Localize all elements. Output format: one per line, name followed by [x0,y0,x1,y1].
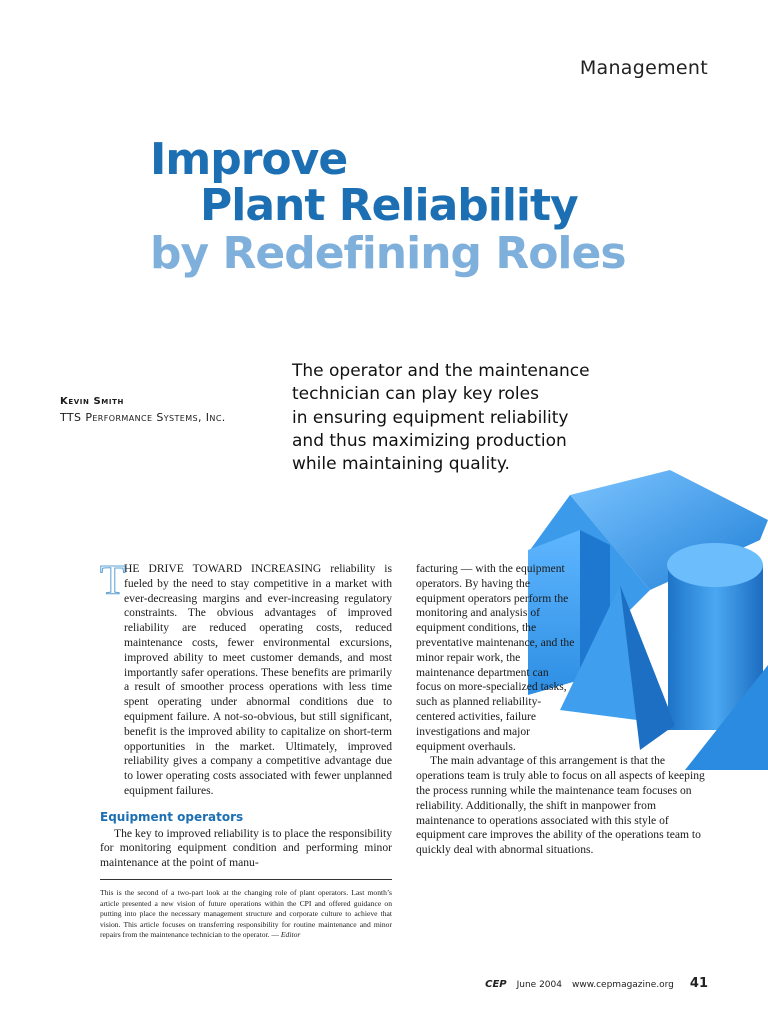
body-column-1 [100,558,392,871]
page-footer [485,976,708,991]
page-number: 41 [689,976,708,991]
article-title [150,134,626,279]
deck-line: technician can play key roles [292,384,539,405]
lead-paragraph [100,558,392,799]
title-line-2: Plant Reliability [200,180,578,231]
section-label: Management [579,57,708,79]
body-column-2 [416,562,708,858]
magazine-url: www.cepmagazine.org [571,980,674,990]
lead-paragraph-text: reliability is fueled by the need to stay competitive in a market with ever-decreasing margins and ever-increasing regulatory constraints. The obvious advantages of improved reliability are reduced operating costs, reduced maintenance costs, fewer environmental excursions, improved ability to meet customer demands, and most importantly safer operations. These benefits are primarily a result of smoother process operations with less time spent operating under abnormal conditions due to equipment failure. A not-so-obvious, but still significant, benefit is the improved ability to capitalize on short-term opportunities in the market. Ultimately, improved reliability gives a company a competitive advantage due to lower operating costs associated with fewer unplanned equipment failures. [124,562,392,797]
magazine-logo: CEP [485,979,507,990]
body-paragraph: facturing — with the equipment operators. By having the equipment operators perform the monitoring and analysis of equipment conditions, the preventative maintenance, and the minor repair work, the maintenance department can focus on more-specialized tasks, such as planned reliability-centered activities, failure investigations and major equipment overhauls. [416,562,575,753]
author-org: TTS Performance Systems, Inc. [60,411,226,424]
subhead-equipment-operators: Equipment operators [100,809,244,824]
title-line-1: Improve [150,134,348,185]
lead-in: HE DRIVE TOWARD INCREASING [124,562,322,575]
editor-signature: Editor [280,930,301,940]
author-block [60,396,226,424]
body-paragraph: The main advantage of this arrangement is that the operations team is truly able to focus on all aspects of keeping the process running while the maintenance team focuses on reliability. Additionally, the shift in manpower from maintenance to operations associated with this style of equipment care improves the ability of the operations team to quickly deal with abnormal situations. [416,754,705,857]
title-line-3: by Redefining Roles [150,228,626,279]
deck-line: in ensuring equipment reliability [292,407,569,428]
article-deck [292,360,622,476]
editor-note [100,879,392,941]
editor-note-text: This is the second of a two-part look at the changing role of plant operators. Last month’s article presented a new vision of future operations within the CPI and offered guidance on putting into place the necessary management structure and corporate culture to achieve that vision. This article focuses on transferring responsibility for routine maintenance and minor repairs from the maintenance technician to the operator. — [100,888,392,940]
issue-date: June 2004 [516,980,562,990]
drop-cap: T [100,558,126,604]
author-name: Kevin Smith [60,396,124,407]
deck-line: while maintaining quality. [292,454,510,475]
deck-line: and thus maximizing production [292,430,567,451]
body-paragraph: The key to improved reliability is to place the responsibility for monitoring equipment condition and performing minor maintenance at the point of manu- [100,826,392,870]
deck-line: The operator and the maintenance [292,361,590,381]
